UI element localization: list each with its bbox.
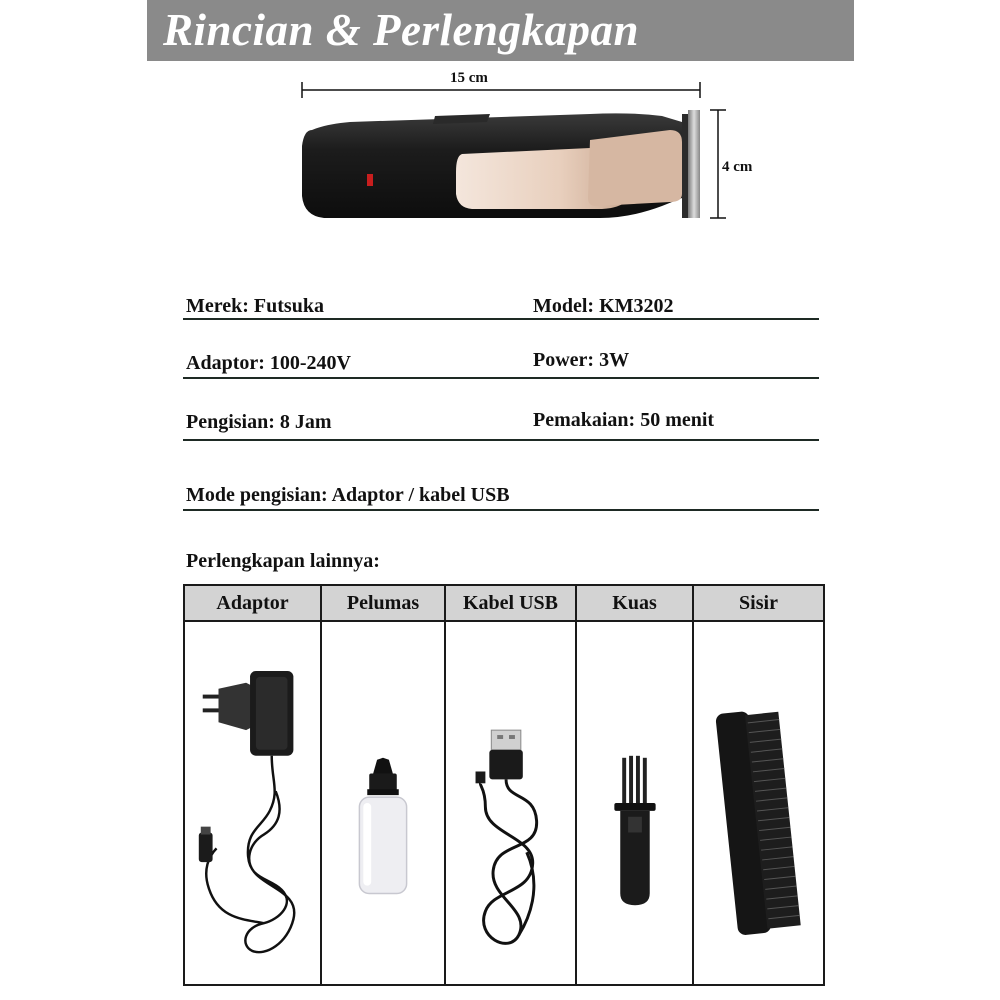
usb-cable-cell <box>445 621 576 985</box>
comb-cell <box>693 621 824 985</box>
brush-cell <box>576 621 693 985</box>
page-title: Rincian & Perlengkapan <box>163 5 640 55</box>
header-banner <box>147 0 854 61</box>
spec-divider <box>183 509 819 511</box>
lubricant-cell <box>321 621 445 985</box>
adaptor-cell <box>184 621 321 985</box>
height-label: 4 cm <box>722 159 753 175</box>
length-label: 15 cm <box>450 70 488 86</box>
cleaning-brush-image <box>577 622 692 984</box>
lubricant-bottle-image <box>322 622 444 984</box>
accessories-header-row <box>184 585 824 621</box>
col-header-comb: Sisir <box>693 585 824 621</box>
spec-divider <box>183 377 819 379</box>
spec-usage-time: Pemakaian: 50 menit <box>533 409 715 431</box>
col-header-lubricant: Pelumas <box>321 585 445 621</box>
spec-charging-time: Pengisian: 8 Jam <box>186 411 332 433</box>
spec-charge-mode: Mode pengisian: Adaptor / kabel USB <box>186 484 510 506</box>
spec-adapter: Adaptor: 100-240V <box>186 352 351 374</box>
spec-brand: Merek: Futsuka <box>186 295 324 317</box>
col-header-adaptor: Adaptor <box>184 585 321 621</box>
spec-power: Power: 3W <box>533 349 630 371</box>
hair-trimmer-image <box>290 68 770 238</box>
comb-image <box>694 622 823 984</box>
accessories-title: Perlengkapan lainnya: <box>186 550 380 572</box>
spec-divider <box>183 439 819 441</box>
spec-divider <box>183 318 819 320</box>
accessories-table <box>183 584 825 986</box>
accessories-image-row <box>184 621 824 985</box>
spec-model: Model: KM3202 <box>533 295 674 317</box>
adaptor-image <box>185 622 320 984</box>
col-header-usb-cable: Kabel USB <box>445 585 576 621</box>
usb-cable-image <box>446 622 575 984</box>
col-header-brush: Kuas <box>576 585 693 621</box>
